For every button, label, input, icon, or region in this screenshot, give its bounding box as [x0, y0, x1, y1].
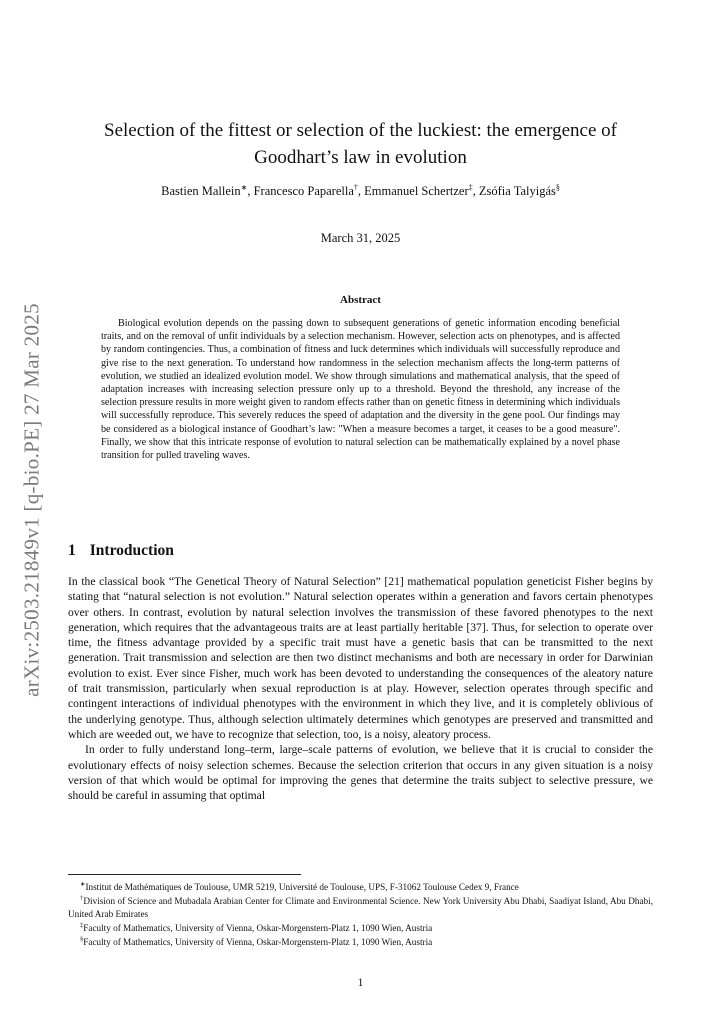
- footnote-text: Division of Science and Mubadala Arabian Center for Climate and Environmental Science. New York University Abu Dhabi, Saadiyat Island, Abu Dhabi, United Arab Emirates: [68, 896, 653, 919]
- footnotes: [68, 879, 653, 949]
- author-list: Bastien Mallein∗, Francesco Paparella†, Emmanuel Schertzer‡, Zsófia Talyigás§: [161, 183, 560, 199]
- footnote-text: Institut de Mathématiques de Toulouse, UMR 5219, Université de Toulouse, UPS, F-31062 Toulouse Cedex 9, France: [85, 882, 519, 893]
- author-name: Bastien Mallein: [161, 184, 241, 199]
- paragraph: In the classical book “The Genetical Theory of Natural Selection” [21] mathematical population geneticist Fisher begins by stating that “natural selection is not evolution.” Natural selection operates within a generation and favors certain phenotypes over others. In contrast, evolution by natural selection involves the transmission of these favored phenotypes to the next generation, which requires that the advantageous traits are at least partially heritable [37]. Thus, for selection to operate over time, the fitness advantage provided by a specific trait must have a genetic basis that can be transmitted to the next generation. Trait transmission and selection are then two distinct mechanisms and both are necessary in order for Darwinian evolution to exist. Ever since Fisher, much work has been devoted to understanding the consequences of the aleatory nature of trait transmission, particularly when sexual reproduction is at play. However, selection operates through specific and contingent interactions of individual phenotypes with the environment in which they live, and it is completely oblivious of the underlying genotype. Thus, although selection ultimately determines which genotypes are preserved and transmitted and which are weeded out, we have to recognize that selection, too, is a noisy, aleatory process.: [68, 575, 653, 741]
- footnote-text: Faculty of Mathematics, University of Vienna, Oskar-Morgenstern-Platz 1, 1090 Wien, Austria: [83, 923, 433, 934]
- author-mark: §: [555, 183, 560, 192]
- footnote: [68, 934, 653, 948]
- footnote: [68, 893, 653, 920]
- author-name: Zsófia Talyigás: [478, 184, 556, 199]
- page-number: 1: [357, 977, 364, 989]
- author-name: Emmanuel Schertzer: [364, 184, 469, 199]
- publication-date: March 31, 2025: [320, 231, 401, 245]
- author-mark: †: [353, 183, 358, 192]
- author-mark: ‡: [468, 183, 473, 192]
- footnote-text: Faculty of Mathematics, University of Vienna, Oskar-Morgenstern-Platz 1, 1090 Wien, Austria: [83, 937, 433, 948]
- arxiv-identifier: arXiv:2503.21849v1 [q-bio.PE] 27 Mar 2025: [19, 303, 44, 697]
- footnote-rule: [68, 874, 301, 875]
- paper-title: Selection of the fittest or selection of the luckiest: the emergence of Goodhart’s law in evolution: [104, 120, 617, 168]
- footnote-mark: †: [80, 895, 84, 903]
- footnote-mark: ∗: [80, 881, 86, 888]
- footnote: [68, 920, 653, 934]
- abstract-text: Biological evolution depends on the passing down to subsequent generations of genetic information encoding beneficial traits, and on the removal of unfit individuals by a selection mechanism. However, selection acts on phenotypes, and is affected by random contingencies. Thus, a combination of fitness and luck determines which individuals will successfully reproduce and give rise to the next generation. To understand how randomness in the selection mechanism affects the long-term patterns of evolution, we studied an idealized evolution model. We show through simulations and mathematical analysis, that the speed of adaptation increases with increasing selection pressure only up to a threshold. Beyond the threshold, any increase of the selection pressure results in more weight given to random effects rather than on genetic fitness in determining which individuals will successfully reproduce. This severely reduces the speed of adaptation and the diversity in the gene pool. Our findings may be considered as a biological instance of Goodhart’s law: "When a measure becomes a target, it ceases to be a good measure". Finally, we show that this intricate response of evolution to natural selection can be mathematically explained by a novel phase transition for pulled traveling waves.: [101, 318, 620, 462]
- paragraph: In order to fully understand long–term, large–scale patterns of evolution, we believe that it is crucial to consider the evolutionary effects of noisy selection schemes. Because the selection criterion that occurs in any given situation is a noisy version of that which would be optimal for improving the genes that determine the traits subject to selective pressure, we should be careful in assuming that optimal: [68, 743, 653, 803]
- section-number: 1: [68, 542, 76, 559]
- abstract-heading: Abstract: [340, 294, 381, 306]
- footnote-mark: ‡: [80, 922, 84, 930]
- body-text: [68, 574, 653, 803]
- section-title: Introduction: [89, 542, 174, 559]
- footnote-mark: §: [80, 936, 84, 944]
- footnote: [68, 879, 653, 893]
- arxiv-sidebar-stamp: [14, 300, 50, 700]
- section-heading: [68, 542, 174, 560]
- author-mark: ∗: [240, 183, 248, 192]
- author-name: Francesco Paparella: [253, 184, 354, 199]
